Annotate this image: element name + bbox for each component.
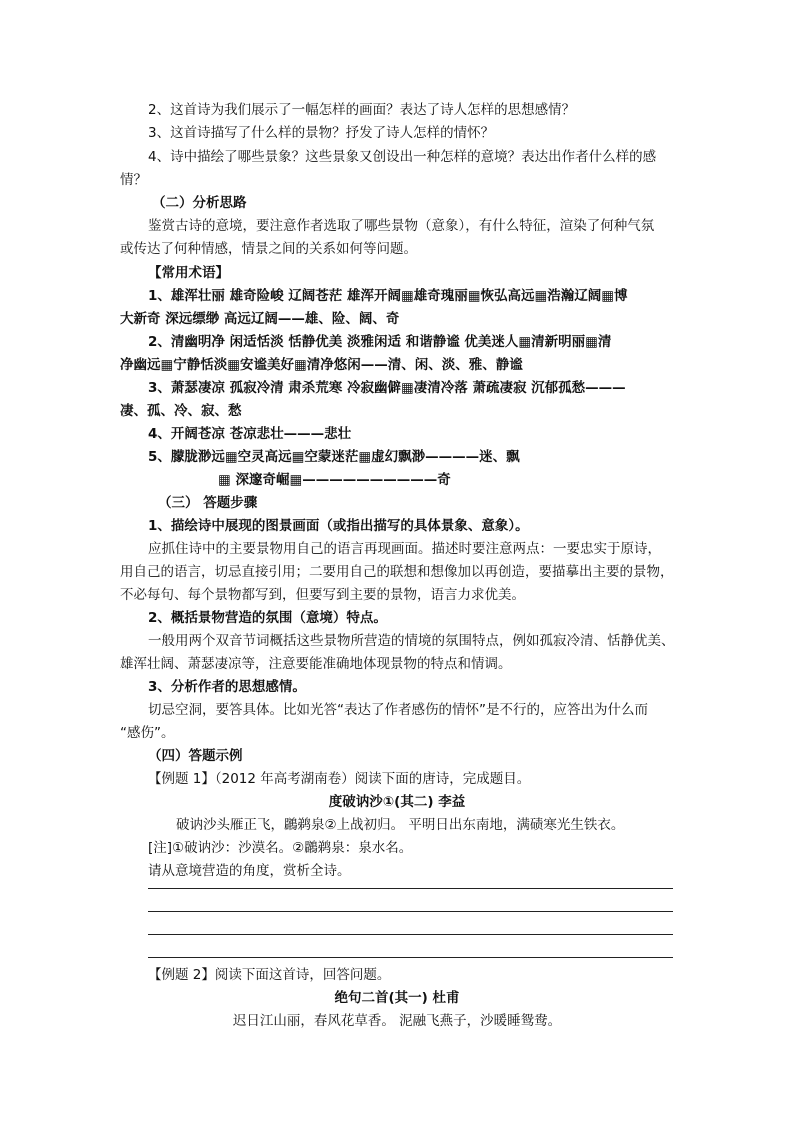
section-3-heading: （三） 答题步骤 <box>158 495 258 511</box>
question-4-line-1: 4、诗中描绘了哪些景象？这些景象又创设出一种怎样的意境？表达出作者什么样的感 <box>148 149 657 165</box>
section-2-paragraph-line-2: 或传达了何种情感，情景之间的关系如何等问题。 <box>120 241 417 257</box>
term-3-line-2: 凄、孤、冷、寂、愁 <box>120 403 242 419</box>
example-1-annotation: [注]①破讷沙：沙漠名。②鸊鹈泉：泉水名。 <box>148 840 413 856</box>
example-1-task: 请从意境营造的角度，赏析全诗。 <box>148 863 351 879</box>
example-2-intro: 【例题 2】阅读下面这首诗，回答问题。 <box>148 967 391 983</box>
step-2-paragraph-line-1: 一般用两个双音节词概括这些景物所营造的情境的氛围特点，例如孤寂冷清、恬静优美、 <box>148 633 675 649</box>
step-3-paragraph-line-1: 切忌空洞，要答具体。比如光答“表达了作者感伤的情怀”是不行的，应答出为什么而 <box>148 702 648 718</box>
answer-line <box>148 957 673 958</box>
step-3-paragraph-line-2: “感伤”。 <box>120 725 175 741</box>
step-2-paragraph-line-2: 雄浑壮阔、萧瑟凄凉等，注意要能准确地体现景物的特点和情调。 <box>120 656 512 672</box>
step-1-paragraph-line-2: 用自己的语言，切忌直接引用；二要用自己的联想和想像加以再创造，要描摹出主要的景物， <box>120 564 674 580</box>
term-2-line-1: 2、清幽明净 闲适恬淡 恬静优美 淡雅闲适 和谐静谧 优美迷人▦清新明丽▦清 <box>148 334 612 350</box>
answer-line <box>148 911 673 912</box>
question-2: 2、这首诗为我们展示了一幅怎样的画面？表达了诗人怎样的思想感情？ <box>148 102 576 118</box>
answer-line <box>148 888 673 889</box>
example-1-intro: 【例题 1】（2012 年高考湖南卷）阅读下面的唐诗，完成题目。 <box>148 771 531 787</box>
terms-heading: 【常用术语】 <box>148 265 229 281</box>
example-2-poem-text: 迟日江山丽，春风花草香。 泥融飞燕子，沙暖睡鸳鸯。 <box>232 1013 562 1029</box>
example-1-poem-text: 破讷沙头雁正飞，鸊鹈泉②上战初归。 平明日出东南地，满碛寒光生铁衣。 <box>176 817 625 833</box>
example-2-poem-title: 绝句二首(其一) 杜甫 <box>334 990 460 1006</box>
term-5-line-2: ▦ 深邃奇崛▦——————————奇 <box>218 472 451 488</box>
term-1-line-2: 大新奇 深远缥缈 高远辽阔——雄、险、阔、奇 <box>120 311 400 327</box>
term-3-line-1: 3、萧瑟凄凉 孤寂冷清 肃杀荒寒 冷寂幽僻▦凄清冷落 萧疏凄寂 沉郁孤愁——— <box>148 380 626 396</box>
step-1-heading: 1、描绘诗中展现的图景画面（或指出描写的具体景象、意象）。 <box>148 518 529 534</box>
example-1-poem-title: 度破讷沙①(其二) 李益 <box>328 794 466 810</box>
step-2-heading: 2、概括景物营造的氛围（意境）特点。 <box>148 610 387 626</box>
step-1-paragraph-line-1: 应抓住诗中的主要景物用自己的语言再现画面。描述时要注意两点：一要忠实于原诗， <box>148 541 661 557</box>
section-4-heading: （四）答题示例 <box>148 748 243 764</box>
answer-line <box>148 934 673 935</box>
term-1-line-1: 1、雄浑壮丽 雄奇险峻 辽阔苍茫 雄浑开阔▦雄奇瑰丽▦恢弘高远▦浩瀚辽阔▦博 <box>148 288 628 304</box>
term-5-line-1: 5、朦胧渺远▦空灵高远▦空蒙迷茫▦虚幻飘渺————迷、飘 <box>148 449 520 465</box>
section-2-heading: （二）分析思路 <box>152 195 247 211</box>
section-2-paragraph-line-1: 鉴赏古诗的意境，要注意作者选取了哪些景物（意象），有什么特征，渲染了何种气氛 <box>148 218 655 234</box>
term-4: 4、开阔苍凉 苍凉悲壮———悲壮 <box>148 426 352 442</box>
step-1-paragraph-line-3: 不必每句、每个景物都写到，但要写到主要的景物，语言力求优美。 <box>120 587 525 603</box>
step-3-heading: 3、分析作者的思想感情。 <box>148 679 306 695</box>
question-3: 3、这首诗描写了什么样的景物？抒发了诗人怎样的情怀？ <box>148 125 495 141</box>
term-2-line-2: 净幽远▦宁静恬淡▦安谧美好▦清净悠闲——清、闲、淡、雅、静谧 <box>120 357 523 373</box>
question-4-line-2: 情？ <box>120 172 147 188</box>
